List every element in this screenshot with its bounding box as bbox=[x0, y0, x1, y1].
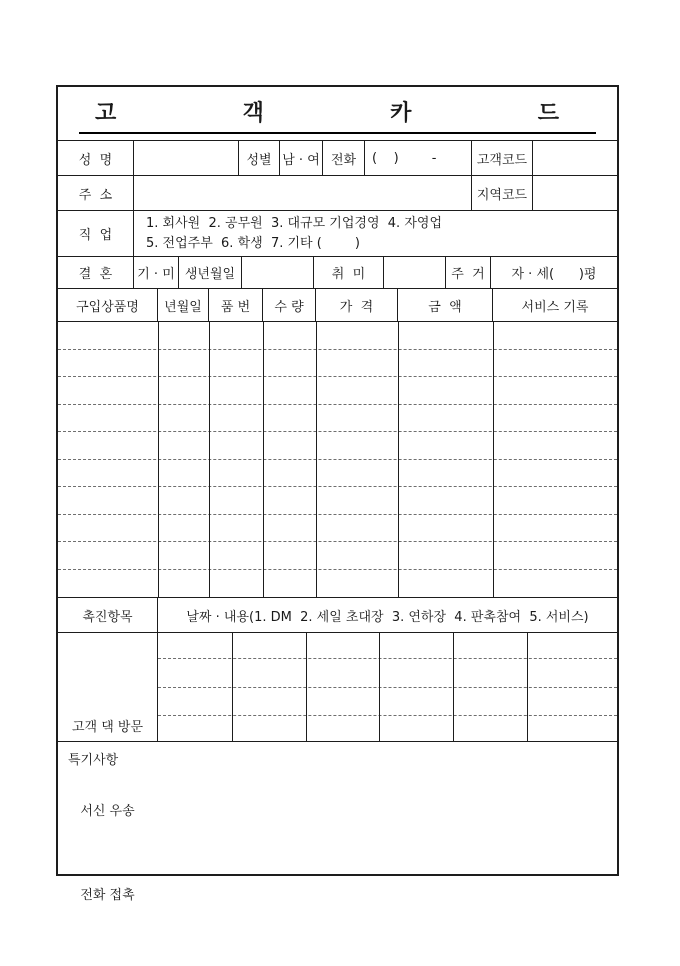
col-header-item-no: 품 번 bbox=[209, 289, 263, 321]
birthdate-label: 생년월일 bbox=[179, 257, 242, 288]
col-header-product: 구입상품명 bbox=[58, 289, 158, 321]
column-divider bbox=[232, 633, 233, 741]
col-header-price: 가 격 bbox=[316, 289, 398, 321]
contact-grid bbox=[158, 633, 617, 741]
identity-row-1 bbox=[58, 141, 617, 176]
name-label: 성 명 bbox=[58, 141, 134, 175]
column-divider bbox=[316, 322, 317, 597]
table-row bbox=[58, 405, 617, 433]
table-row bbox=[58, 322, 617, 350]
col-header-quantity: 수 량 bbox=[263, 289, 316, 321]
column-divider bbox=[398, 322, 399, 597]
col-header-amount: 금 액 bbox=[398, 289, 493, 321]
customer-card-form bbox=[56, 85, 619, 903]
table-row bbox=[58, 377, 617, 405]
address-value-cell bbox=[134, 176, 472, 210]
promotion-row bbox=[58, 598, 617, 633]
phone-label: 전화 bbox=[323, 141, 365, 175]
occupation-options-line2: 5. 전업주부 6. 학생 7. 기타 ( ) bbox=[146, 235, 360, 251]
customer-code-value-cell bbox=[533, 141, 617, 175]
table-row bbox=[58, 350, 617, 378]
marriage-label: 결 혼 bbox=[58, 257, 134, 288]
purchases-table-body bbox=[58, 322, 617, 598]
special-notes-label: 특기사항 bbox=[68, 753, 119, 768]
col-header-service-record: 서비스 기록 bbox=[521, 299, 589, 315]
column-divider bbox=[158, 322, 159, 597]
table-row bbox=[58, 432, 617, 460]
row-divider-dashed bbox=[158, 715, 617, 716]
column-divider bbox=[453, 633, 454, 741]
identity-row-2 bbox=[58, 176, 617, 211]
contact-label-phone: 전화 접촉 bbox=[80, 888, 135, 903]
occupation-options bbox=[134, 211, 617, 256]
residence-options: 자 · 세( )평 bbox=[511, 267, 597, 282]
table-row bbox=[58, 542, 617, 570]
occupation-options-line1: 1. 회사원 2. 공무원 3. 대규모 기업경영 4. 자영업 bbox=[146, 215, 442, 231]
phone-value-cell: ( ) - bbox=[365, 141, 472, 175]
area-code-label: 지역코드 bbox=[472, 176, 533, 210]
gender-label: 성별 bbox=[239, 141, 280, 175]
table-row bbox=[58, 460, 617, 488]
promotion-label: 촉진항목 bbox=[58, 598, 158, 632]
hobby-value-cell bbox=[384, 257, 446, 288]
residence-label: 주 거 bbox=[446, 257, 491, 288]
address-label: 주 소 bbox=[58, 176, 134, 210]
occupation-label: 직 업 bbox=[58, 211, 134, 256]
marriage-options: 기 · 미 bbox=[134, 257, 179, 288]
table-row bbox=[58, 487, 617, 515]
gender-options: 남 · 여 bbox=[280, 141, 323, 175]
hobby-label: 취 미 bbox=[314, 257, 384, 288]
row-divider-dashed bbox=[158, 687, 617, 688]
column-divider bbox=[209, 322, 210, 597]
contact-label-mail: 서신 우송 bbox=[80, 804, 135, 819]
column-divider bbox=[379, 633, 380, 741]
column-divider bbox=[493, 322, 494, 597]
area-code-value-cell bbox=[533, 176, 617, 210]
occupation-row bbox=[58, 211, 617, 257]
page-title: 고 객 카 드 bbox=[79, 94, 596, 134]
birthdate-value-cell bbox=[242, 257, 314, 288]
customer-code-label: 고객코드 bbox=[472, 141, 533, 175]
col-header-date: 년월일 bbox=[158, 289, 209, 321]
column-divider bbox=[306, 633, 307, 741]
row-divider-dashed bbox=[158, 658, 617, 659]
table-row bbox=[58, 515, 617, 543]
column-divider bbox=[527, 633, 528, 741]
title-row bbox=[58, 87, 617, 141]
column-divider bbox=[263, 322, 264, 597]
contact-label-visit: 고객 댁 방문 bbox=[71, 720, 144, 735]
personal-row bbox=[58, 257, 617, 289]
name-value-cell bbox=[134, 141, 239, 175]
purchases-header-row bbox=[58, 289, 617, 322]
table-row bbox=[58, 570, 617, 598]
promotion-legend: 날짜 · 내용(1. DM 2. 세일 초대장 3. 연하장 4. 판촉참여 5. 서비스) bbox=[186, 609, 589, 625]
